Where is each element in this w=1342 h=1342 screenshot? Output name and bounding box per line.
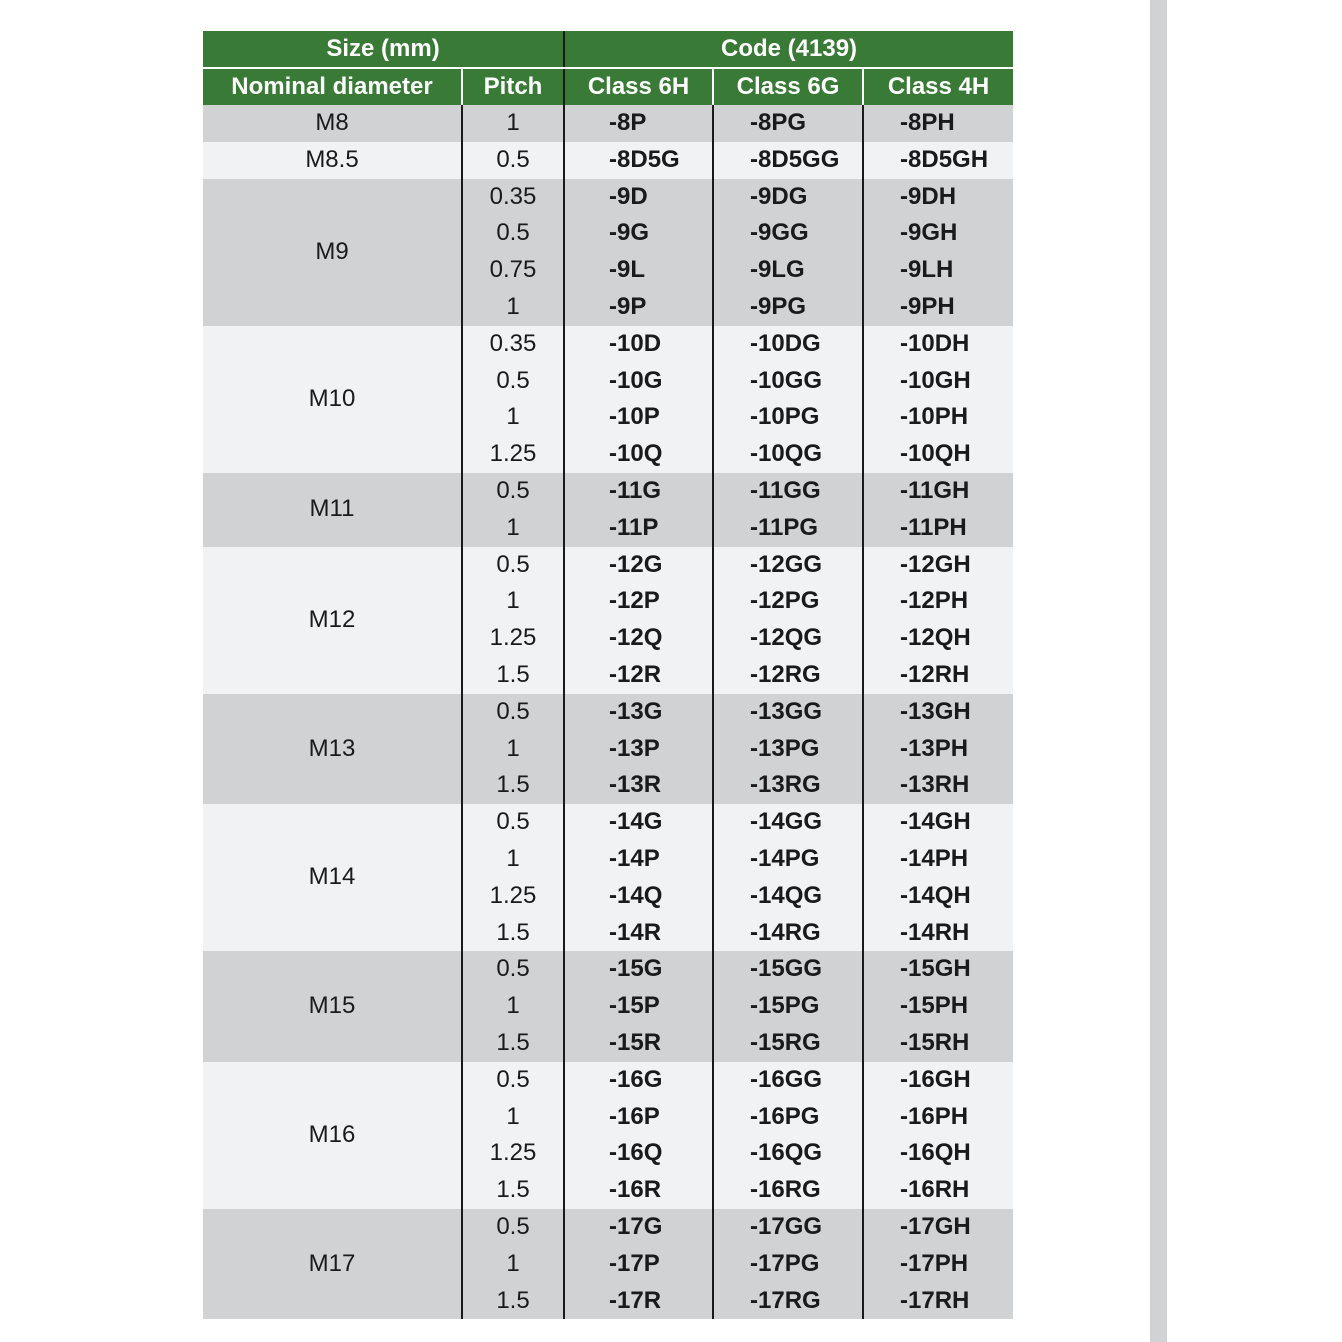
class-6g-code-cell: -12QG <box>713 620 863 657</box>
class-4h-code-cell: -15PH <box>863 988 1013 1025</box>
pitch-cell: 0.5 <box>462 694 564 731</box>
class-6g-code-cell: -10QG <box>713 436 863 473</box>
table-row <box>203 1062 1013 1099</box>
table-row <box>203 473 1013 510</box>
class-6g-code-cell: -9LG <box>713 252 863 289</box>
class-4h-code-cell: -10DH <box>863 326 1013 363</box>
class-6g-code-cell: -10PG <box>713 399 863 436</box>
class-6h-code-cell: -15R <box>564 1025 713 1062</box>
nominal-diameter-cell: M13 <box>203 694 462 804</box>
class-6h-code-cell: -10P <box>564 399 713 436</box>
class-6g-code-cell: -14RG <box>713 915 863 952</box>
nominal-diameter-cell: M8.5 <box>203 142 462 179</box>
pitch-cell: 1 <box>462 583 564 620</box>
class-6h-code-cell: -15G <box>564 951 713 988</box>
class-6h-code-cell: -16R <box>564 1172 713 1209</box>
class-4h-code-cell: -14PH <box>863 841 1013 878</box>
pitch-cell: 0.35 <box>462 179 564 216</box>
pitch-cell: 1 <box>462 510 564 547</box>
class-4h-code-cell: -15GH <box>863 951 1013 988</box>
class-6h-code-cell: -15P <box>564 988 713 1025</box>
class-4h-code-cell: -13RH <box>863 767 1013 804</box>
class-4h-code-cell: -13PH <box>863 731 1013 768</box>
class-4h-code-cell: -11GH <box>863 473 1013 510</box>
class-6h-code-cell: -10Q <box>564 436 713 473</box>
class-6g-code-cell: -12PG <box>713 583 863 620</box>
class-4h-code-cell: -14GH <box>863 804 1013 841</box>
pitch-cell: 1.25 <box>462 878 564 915</box>
pitch-cell: 1.25 <box>462 436 564 473</box>
class-4h-code-cell: -9PH <box>863 289 1013 326</box>
pitch-cell: 1 <box>462 289 564 326</box>
class-6g-header: Class 6G <box>713 68 863 105</box>
class-4h-code-cell: -8PH <box>863 105 1013 142</box>
class-4h-code-cell: -13GH <box>863 694 1013 731</box>
class-6g-code-cell: -10DG <box>713 326 863 363</box>
pitch-cell: 1.5 <box>462 657 564 694</box>
class-6h-code-cell: -13G <box>564 694 713 731</box>
nominal-diameter-cell: M11 <box>203 473 462 547</box>
class-4h-code-cell: -10QH <box>863 436 1013 473</box>
table-row <box>203 951 1013 988</box>
table-row <box>203 105 1013 142</box>
nominal-diameter-cell: M9 <box>203 179 462 326</box>
class-6g-code-cell: -13GG <box>713 694 863 731</box>
class-4h-code-cell: -15RH <box>863 1025 1013 1062</box>
pitch-cell: 0.5 <box>462 547 564 584</box>
class-6g-code-cell: -17GG <box>713 1209 863 1246</box>
pitch-cell: 0.5 <box>462 215 564 252</box>
pitch-cell: 0.35 <box>462 326 564 363</box>
class-6h-code-cell: -12G <box>564 547 713 584</box>
nominal-diameter-header: Nominal diameter <box>203 68 462 105</box>
class-6g-code-cell: -16QG <box>713 1135 863 1172</box>
class-6g-code-cell: -14GG <box>713 804 863 841</box>
pitch-cell: 0.5 <box>462 142 564 179</box>
class-6h-code-cell: -13P <box>564 731 713 768</box>
class-4h-code-cell: -11PH <box>863 510 1013 547</box>
class-6g-code-cell: -9GG <box>713 215 863 252</box>
class-6h-code-cell: -17G <box>564 1209 713 1246</box>
class-6h-code-cell: -13R <box>564 767 713 804</box>
class-6h-code-cell: -12P <box>564 583 713 620</box>
table-row <box>203 179 1013 216</box>
pitch-cell: 1.5 <box>462 1283 564 1320</box>
pitch-cell: 0.5 <box>462 804 564 841</box>
class-6h-code-cell: -14G <box>564 804 713 841</box>
pitch-cell: 0.5 <box>462 473 564 510</box>
pitch-cell: 0.75 <box>462 252 564 289</box>
table-row <box>203 1209 1013 1246</box>
class-4h-code-cell: -16RH <box>863 1172 1013 1209</box>
table-row <box>203 326 1013 363</box>
class-4h-code-cell: -10GH <box>863 363 1013 400</box>
table-row <box>203 694 1013 731</box>
table-row <box>203 804 1013 841</box>
pitch-header: Pitch <box>462 68 564 105</box>
pitch-cell: 0.5 <box>462 951 564 988</box>
class-6h-code-cell: -12R <box>564 657 713 694</box>
pitch-cell: 1 <box>462 731 564 768</box>
class-4h-code-cell: -9DH <box>863 179 1013 216</box>
pitch-cell: 1 <box>462 988 564 1025</box>
class-6g-code-cell: -17PG <box>713 1246 863 1283</box>
class-6h-code-cell: -14P <box>564 841 713 878</box>
class-4h-code-cell: -16QH <box>863 1135 1013 1172</box>
class-4h-code-cell: -17RH <box>863 1283 1013 1320</box>
class-6g-code-cell: -8D5GG <box>713 142 863 179</box>
class-6h-code-cell: -16P <box>564 1099 713 1136</box>
class-6h-code-cell: -10G <box>564 363 713 400</box>
class-6h-code-cell: -12Q <box>564 620 713 657</box>
class-6g-code-cell: -11GG <box>713 473 863 510</box>
code-header: Code (4139) <box>564 31 1013 68</box>
class-6h-code-cell: -8D5G <box>564 142 713 179</box>
pitch-cell: 1 <box>462 105 564 142</box>
class-4h-code-cell: -9GH <box>863 215 1013 252</box>
class-6g-code-cell: -10GG <box>713 363 863 400</box>
class-4h-code-cell: -12PH <box>863 583 1013 620</box>
pitch-cell: 1.5 <box>462 915 564 952</box>
class-6h-code-cell: -9D <box>564 179 713 216</box>
class-6h-code-cell: -9P <box>564 289 713 326</box>
class-4h-code-cell: -14RH <box>863 915 1013 952</box>
pitch-cell: 1.5 <box>462 1025 564 1062</box>
table-row <box>203 547 1013 584</box>
class-4h-code-cell: -12GH <box>863 547 1013 584</box>
table-body <box>203 105 1013 1319</box>
class-6g-code-cell: -17RG <box>713 1283 863 1320</box>
class-4h-header: Class 4H <box>863 68 1013 105</box>
class-6g-code-cell: -16GG <box>713 1062 863 1099</box>
class-6h-code-cell: -14R <box>564 915 713 952</box>
pitch-cell: 1 <box>462 841 564 878</box>
thread-code-table <box>203 31 1013 1319</box>
class-6g-code-cell: -14PG <box>713 841 863 878</box>
class-6h-code-cell: -17R <box>564 1283 713 1320</box>
pitch-cell: 0.5 <box>462 1209 564 1246</box>
size-header: Size (mm) <box>203 31 564 68</box>
pitch-cell: 1 <box>462 1099 564 1136</box>
class-6g-code-cell: -14QG <box>713 878 863 915</box>
pitch-cell: 0.5 <box>462 1062 564 1099</box>
class-6g-code-cell: -13RG <box>713 767 863 804</box>
nominal-diameter-cell: M12 <box>203 547 462 694</box>
class-6g-code-cell: -12GG <box>713 547 863 584</box>
nominal-diameter-cell: M17 <box>203 1209 462 1319</box>
pitch-cell: 1.25 <box>462 620 564 657</box>
pitch-cell: 1 <box>462 1246 564 1283</box>
class-6g-code-cell: -15PG <box>713 988 863 1025</box>
class-6h-code-cell: -14Q <box>564 878 713 915</box>
class-6g-code-cell: -16RG <box>713 1172 863 1209</box>
class-6g-code-cell: -15RG <box>713 1025 863 1062</box>
class-6g-code-cell: -8PG <box>713 105 863 142</box>
pitch-cell: 1 <box>462 399 564 436</box>
class-6h-code-cell: -8P <box>564 105 713 142</box>
class-6h-code-cell: -16G <box>564 1062 713 1099</box>
pitch-cell: 1.5 <box>462 767 564 804</box>
class-6g-code-cell: -16PG <box>713 1099 863 1136</box>
class-6g-code-cell: -9DG <box>713 179 863 216</box>
nominal-diameter-cell: M10 <box>203 326 462 473</box>
class-4h-code-cell: -16PH <box>863 1099 1013 1136</box>
class-4h-code-cell: -9LH <box>863 252 1013 289</box>
class-6g-code-cell: -9PG <box>713 289 863 326</box>
class-6h-code-cell: -9L <box>564 252 713 289</box>
class-4h-code-cell: -12RH <box>863 657 1013 694</box>
class-4h-code-cell: -8D5GH <box>863 142 1013 179</box>
class-6h-code-cell: -16Q <box>564 1135 713 1172</box>
pitch-cell: 1.5 <box>462 1172 564 1209</box>
class-6g-code-cell: -12RG <box>713 657 863 694</box>
class-4h-code-cell: -10PH <box>863 399 1013 436</box>
table-header <box>203 31 1013 105</box>
class-6h-code-cell: -11G <box>564 473 713 510</box>
nominal-diameter-cell: M16 <box>203 1062 462 1209</box>
class-6h-code-cell: -9G <box>564 215 713 252</box>
class-4h-code-cell: -14QH <box>863 878 1013 915</box>
class-4h-code-cell: -17GH <box>863 1209 1013 1246</box>
class-4h-code-cell: -16GH <box>863 1062 1013 1099</box>
nominal-diameter-cell: M15 <box>203 951 462 1061</box>
class-6h-code-cell: -10D <box>564 326 713 363</box>
right-side-bar <box>1150 0 1167 1342</box>
class-4h-code-cell: -12QH <box>863 620 1013 657</box>
nominal-diameter-cell: M14 <box>203 804 462 951</box>
class-6h-code-cell: -11P <box>564 510 713 547</box>
class-4h-code-cell: -17PH <box>863 1246 1013 1283</box>
class-6h-code-cell: -17P <box>564 1246 713 1283</box>
pitch-cell: 0.5 <box>462 363 564 400</box>
table-row <box>203 142 1013 179</box>
class-6h-header: Class 6H <box>564 68 713 105</box>
class-6g-code-cell: -11PG <box>713 510 863 547</box>
nominal-diameter-cell: M8 <box>203 105 462 142</box>
pitch-cell: 1.25 <box>462 1135 564 1172</box>
class-6g-code-cell: -15GG <box>713 951 863 988</box>
class-6g-code-cell: -13PG <box>713 731 863 768</box>
